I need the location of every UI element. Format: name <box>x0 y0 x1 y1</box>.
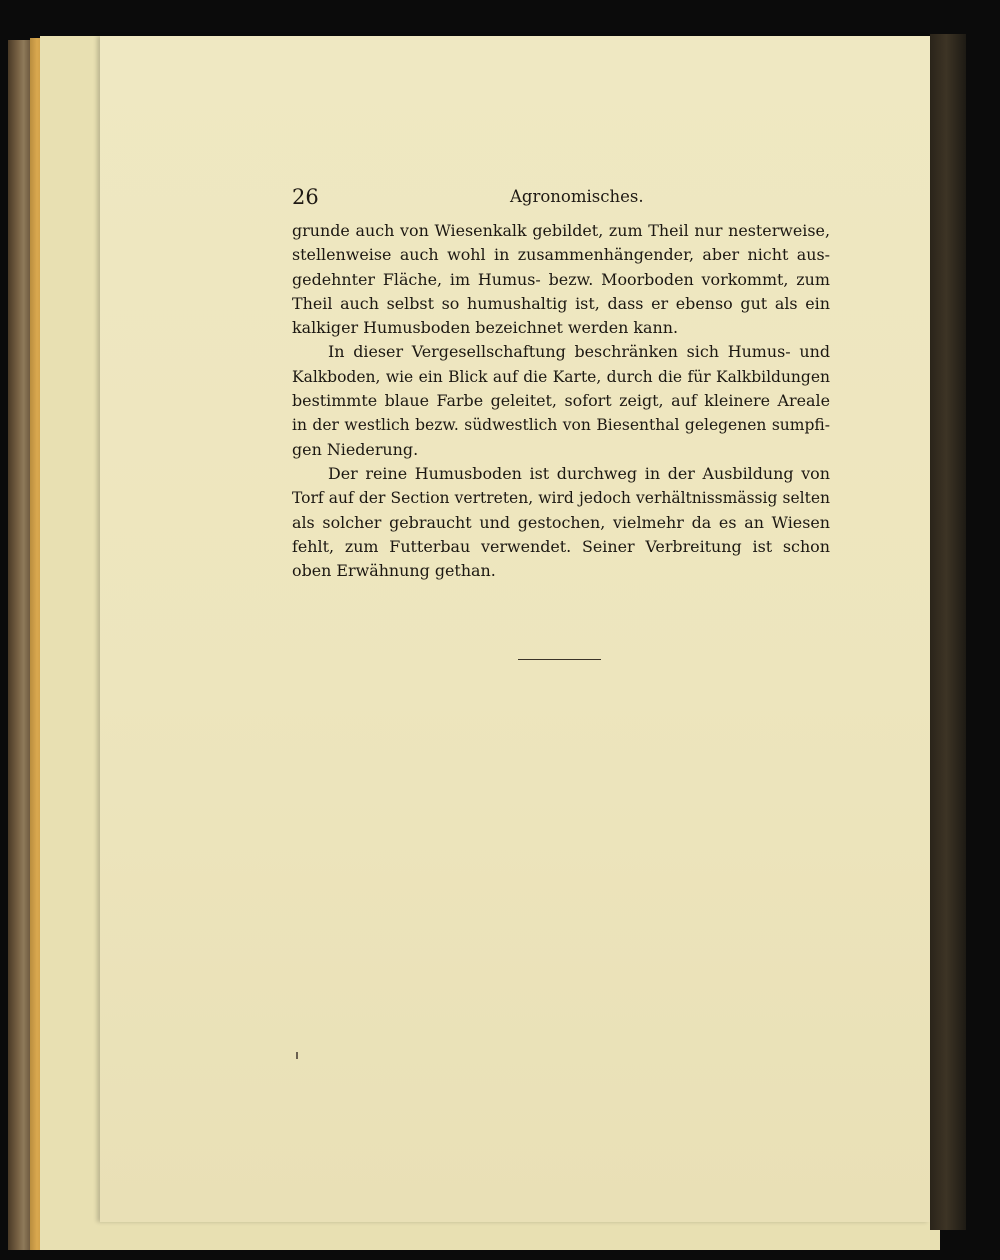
body-text <box>292 219 830 583</box>
text-line: bestimmte blaue Farbe geleitet, sofort zeigt, auf kleinere Areale <box>292 391 830 411</box>
text-line: oben Erwähnung gethan. <box>292 561 496 581</box>
text-line: kalkiger Humusboden bezeichnet werden kann. <box>292 318 678 338</box>
paragraph-2 <box>292 340 830 461</box>
page-header <box>292 183 832 213</box>
section-end-rule <box>518 659 601 660</box>
text-line: fehlt, zum Futterbau verwendet. Seiner Verbreitung ist schon <box>292 536 830 556</box>
text-line: grunde auch von Wiesenkalk gebildet, zum Theil nur nesterweise, <box>292 221 830 240</box>
text-line: gen Niederung. <box>292 439 419 459</box>
text-line: als solcher gebraucht und gestochen, vielmehr da es an Wiesen <box>292 512 830 532</box>
text-line: Theil auch selbst so humushaltig ist, dass er ebenso gut als ein <box>292 293 830 313</box>
page-number: 26 <box>292 185 319 209</box>
paragraph-3 <box>292 462 830 583</box>
running-head: Agronomisches. <box>510 187 644 206</box>
page-block-edge <box>930 34 966 1230</box>
book-page <box>100 36 930 1222</box>
paragraph-1 <box>292 219 830 340</box>
text-line: gedehnter Fläche, im Humus- bezw. Moorboden vorkommt, zum <box>292 269 830 289</box>
text-line: Der reine Humusboden ist durchweg in der Ausbildung von <box>328 463 830 483</box>
text-line: stellenweise auch wohl in zusammenhängender, aber nicht aus- <box>292 245 830 265</box>
text-line: Torf auf der Section vertreten, wird jedoch verhältnissmässig selten <box>292 489 830 508</box>
text-line: in der westlich bezw. südwestlich von Biesenthal gelegenen sumpfi- <box>292 416 830 435</box>
paper-speck <box>296 1052 298 1059</box>
text-line: Kalkboden, wie ein Blick auf die Karte, durch die für Kalkbildungen <box>292 367 830 386</box>
text-line: In dieser Vergesellschaftung beschränken sich Humus- und <box>328 342 830 362</box>
